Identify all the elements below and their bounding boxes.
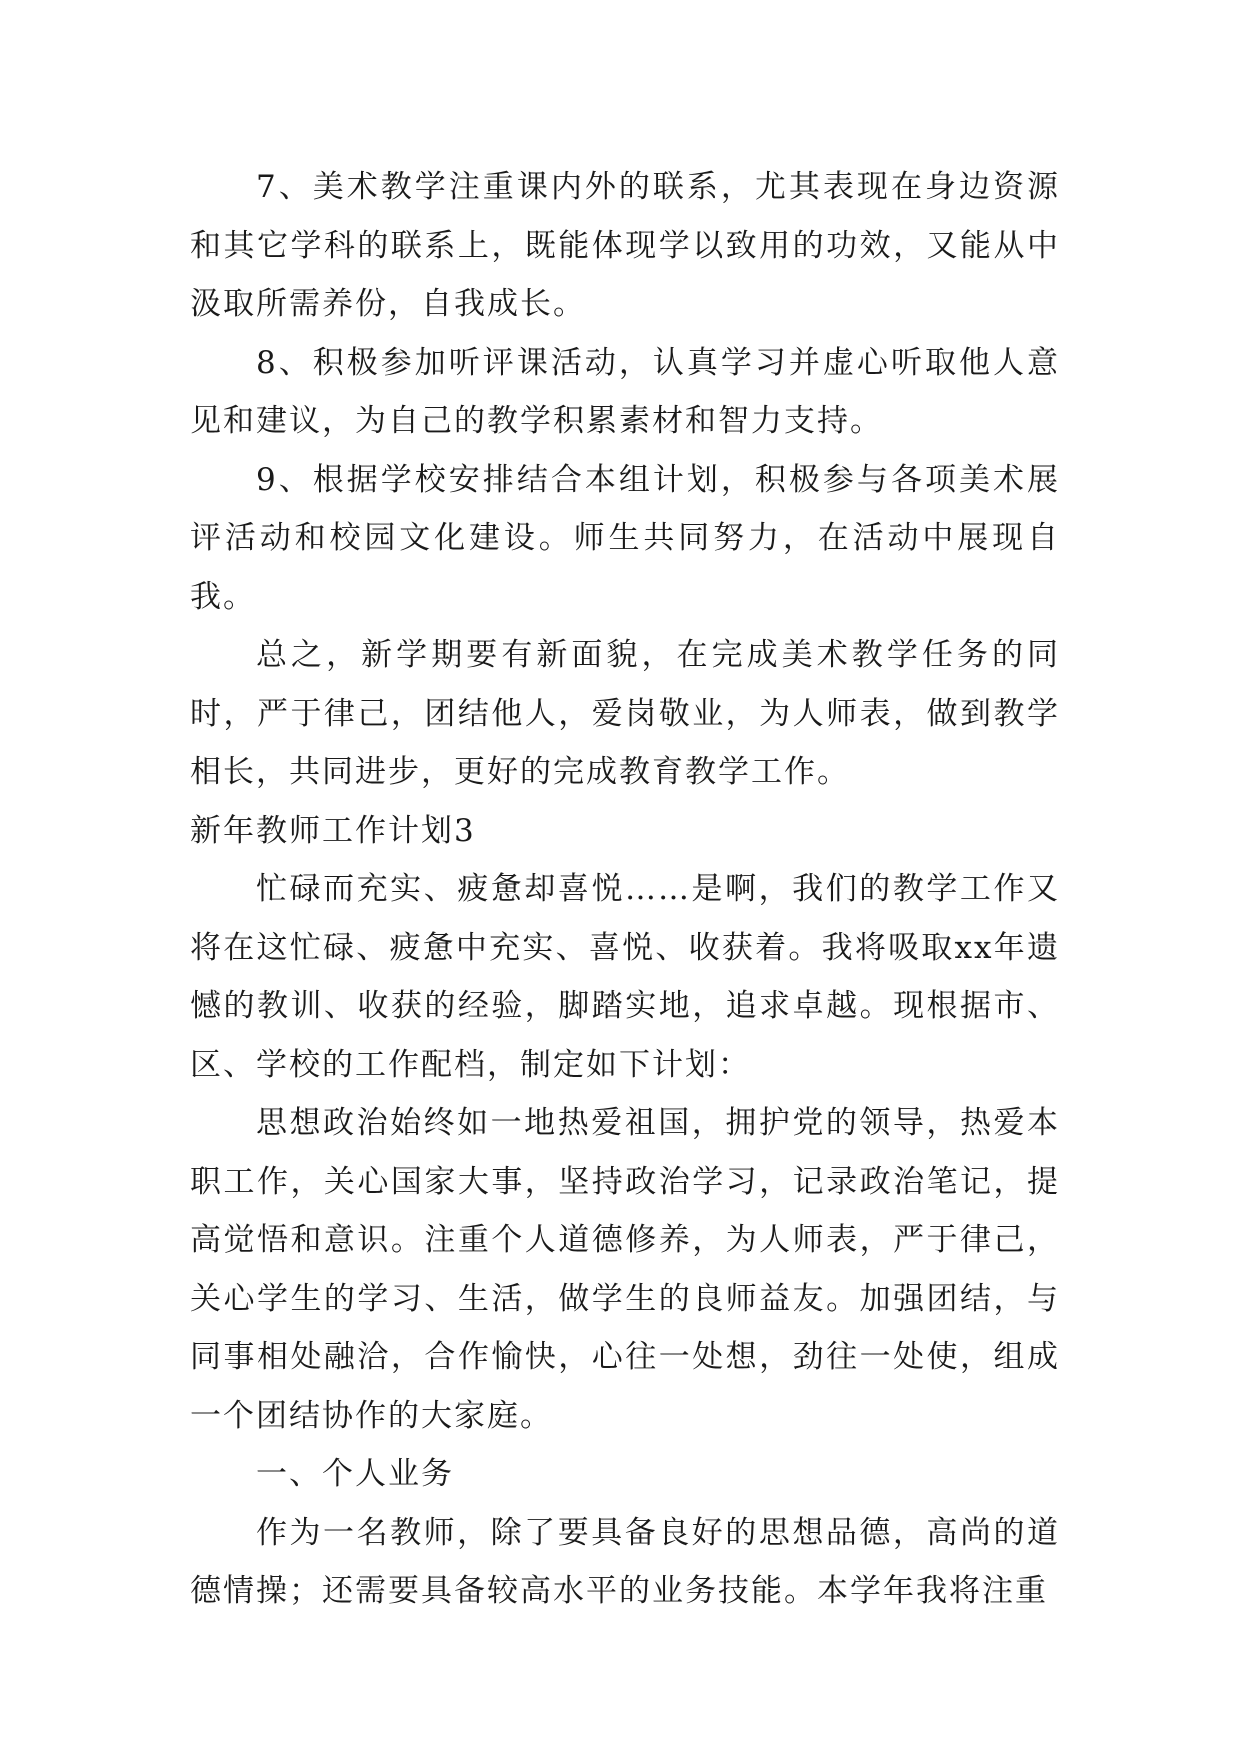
paragraph-ideology: 思想政治始终如一地热爱祖国，拥护党的领导，热爱本职工作，关心国家大事，坚持政治学习，记录政治笔记，提高觉悟和意识。注重个人道德修养，为人师表，严于律己，关心学生的学习、生活，做学生的良师益友。加强团结，与同事相处融洽，合作愉快，心往一处想，劲往一处使，组成一个团结协作的大家庭。 xyxy=(190,1105,1060,1434)
paragraph-summary: 总之，新学期要有新面貌，在完成美术教学任务的同时，严于律己，团结他人，爱岗敬业，为人师表，做到教学相长，共同进步，更好的完成教育教学工作。 xyxy=(190,637,1060,790)
section-heading: 新年教师工作计划3 xyxy=(190,812,476,849)
paragraph-item-9: 9、根据学校安排结合本组计划，积极参与各项美术展评活动和校园文化建设。师生共同努力，在活动中展现自我。 xyxy=(190,461,1060,615)
paragraph-item-8: 8、积极参加听评课活动，认真学习并虚心听取他人意见和建议，为自己的教学积累素材和智力支持。 xyxy=(190,344,1060,439)
paragraph-business: 作为一名教师，除了要具备良好的思想品德，高尚的道德情操；还需要具备较高水平的业务技能。本学年我将注重 xyxy=(190,1514,1060,1609)
paragraph-item-7: 7、美术教学注重课内外的联系，尤其表现在身边资源和其它学科的联系上，既能体现学以致用的功效，又能从中汲取所需养份，自我成长。 xyxy=(190,169,1060,322)
subheading-personal-business: 一、个人业务 xyxy=(256,1456,454,1492)
document-body xyxy=(190,158,1060,1621)
paragraph-intro: 忙碌而充实、疲惫却喜悦……是啊，我们的教学工作又将在这忙碌、疲惫中充实、喜悦、收获着。我将吸取xx年遗憾的教训、收获的经验，脚踏实地，追求卓越。现根据市、区、学校的工作配档，制定如下计划： xyxy=(190,871,1060,1083)
